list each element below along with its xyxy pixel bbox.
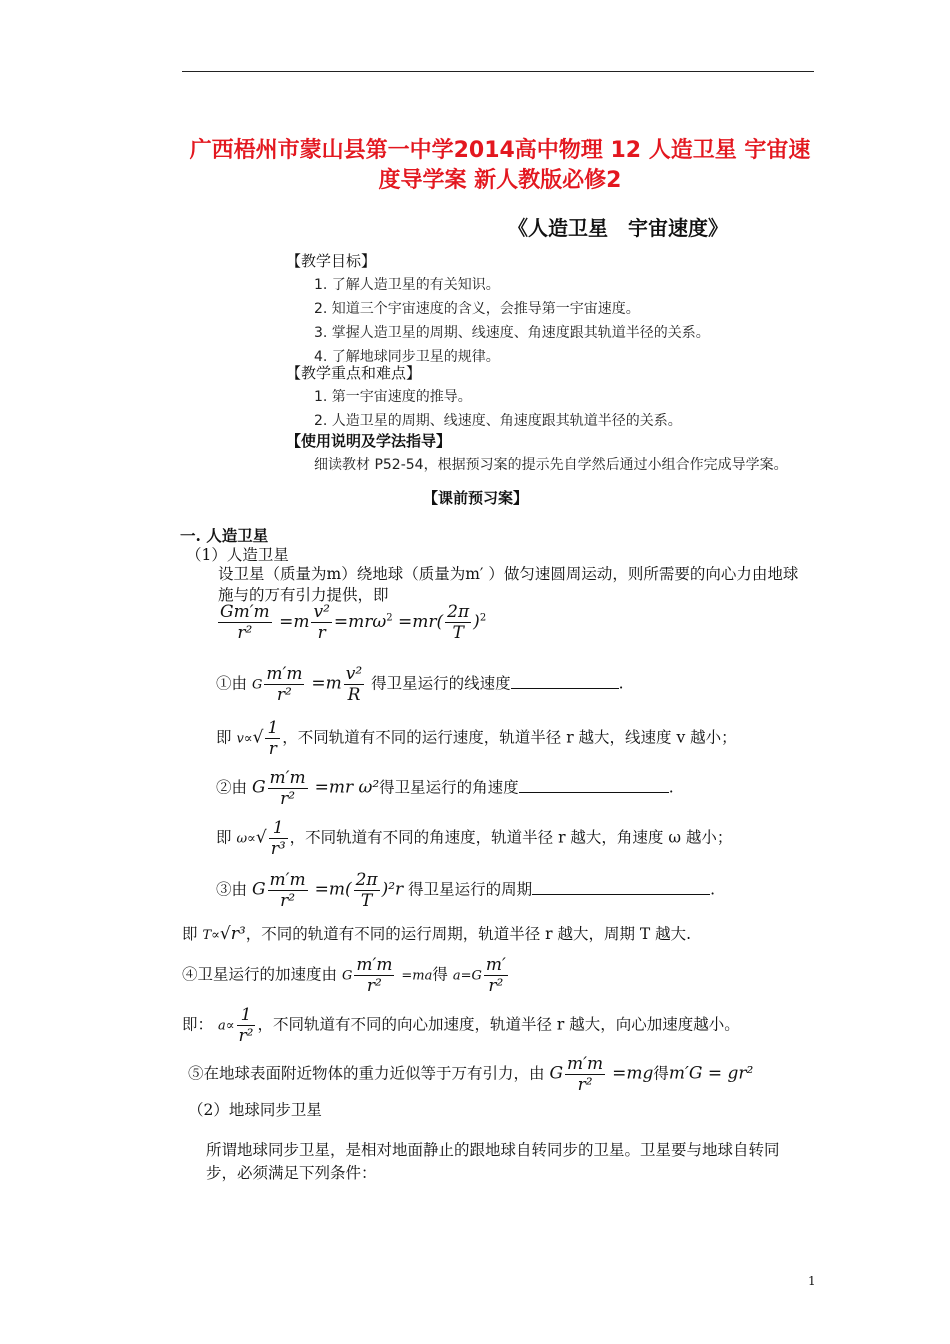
item4-note-line: 即： a∝ $\frac{1}{\text{r²}}$ ，不同轨道有不同的向心加速度，轨道半径 r 越大，向心加速度越小。 (182, 1005, 740, 1046)
item2-line: ②由 G $\frac{m'm}{\text{r²}}$ =mr ω²得卫星运行的角速度 . (216, 768, 674, 809)
document-title: 广西梧州市蒙山县第一中学2014高中物理 12 人造卫星 宇宙速度导学案 新人教版必修2 (189, 138, 811, 193)
item1-numerator: m′m (266, 664, 303, 684)
objectives-heading: 【教学目标】 (286, 252, 377, 270)
item1-suffix: 得卫星运行的线速度 (371, 674, 511, 693)
intro-line: 施与的万有引力提供，即 (218, 586, 389, 604)
item1-note-line: 即 v∝√ $\frac{1}{r}$ ，不同轨道有不同的运行速度，轨道半径 r 越大，线速度 v 越小； (216, 718, 737, 759)
main-lhs-numerator: Gm′m (220, 602, 270, 622)
item1-line: ①由 G $\frac{m'm}{\text{r²}}$ =m $\frac{\text{v²}}{R}$ 得卫星运行的线速度 . (216, 664, 624, 705)
item3-note-line: 即 T∝√r³，不同的轨道有不同的运行周期，轨道半径 r 越大，周期 T 越大. (182, 924, 692, 944)
item4-note-prefix: 即： (182, 1015, 214, 1034)
objective-item: 1. 了解人造卫星的有关知识。 (314, 277, 500, 293)
section1-title: 一. 人造卫星 (180, 526, 269, 545)
item4-note: ，不同轨道有不同的向心加速度，轨道半径 r 越大，向心加速度越小。 (257, 1015, 740, 1034)
item4-line: ④卫星运行的加速度由 G $\frac{m'm}{\text{r²}}$ =ma得 a=G $\frac{m'}{\text{r²}}$ (182, 955, 506, 996)
item3-note: ，不同的轨道有不同的运行周期，轨道半径 r 越大，周期 T 越大. (245, 925, 692, 943)
item4-mid: 得 (432, 965, 448, 984)
item3-note-prefix: 即 (182, 925, 198, 943)
page-number: 1 (808, 1274, 816, 1288)
item5-line: ⑤在地球表面附近物体的重力近似等于万有引力，由 G $\frac{m'm}{\text{r²}}$ =mg得m′G = gr² (188, 1054, 754, 1095)
objective-item: 2. 知道三个宇宙速度的含义，会推导第一宇宙速度。 (314, 301, 640, 317)
document-subtitle: 《人造卫星 宇宙速度》 (508, 216, 728, 240)
guide-text: 细读教材 P52-54，根据预习案的提示先自学然后通过小组合作完成导学案。 (314, 457, 788, 473)
item3-line: ③由 G $\frac{m'm}{\text{r²}}$ =m( $\frac{2\pi}{T}$ )²r 得卫星运行的周期 . (216, 870, 716, 911)
prop-w: ω∝ (236, 831, 256, 847)
item1-note-prefix: 即 (216, 728, 232, 747)
prop-T: T∝ (202, 928, 220, 943)
main-lhs-denominator: r² (237, 623, 253, 643)
prop-a: a∝ (217, 1018, 235, 1034)
keypoint-item: 2. 人造卫星的周期、线速度、角速度跟其轨道半径的关系。 (314, 413, 682, 429)
prop-v: v∝ (236, 731, 253, 747)
answer-blank-velocity[interactable] (511, 672, 619, 689)
keypoints-heading: 【教学重点和难点】 (286, 364, 422, 382)
item5-mid: 得 (653, 1064, 669, 1083)
item1-denominator: r² (276, 685, 292, 705)
objective-item: 3. 掌握人造卫星的周期、线速度、角速度跟其轨道半径的关系。 (314, 325, 710, 341)
sync-text-line: 所谓地球同步卫星，是相对地面静止的跟地球自转同步的卫星。卫星要与地球自转同 (206, 1141, 780, 1159)
sub2-title: （2）地球同步卫星 (188, 1101, 322, 1119)
item2-suffix: 得卫星运行的角速度 (379, 778, 519, 797)
item2-note-prefix: 即 (216, 828, 232, 847)
objective-item: 4. 了解地球同步卫星的规律。 (314, 349, 500, 365)
item3-suffix: 得卫星运行的周期 (408, 880, 533, 899)
header-rule (182, 71, 814, 72)
sub1-title: （1）人造卫星 (186, 546, 289, 564)
item2-note: ，不同轨道有不同的角速度，轨道半径 r 越大，角速度 ω 越小； (289, 828, 733, 847)
answer-blank-period[interactable] (532, 878, 710, 895)
intro-line: 设卫星（质量为m）绕地球（质量为m′ ）做匀速圆周运动，则所需要的向心力由地球 (218, 565, 799, 583)
preview-heading: 【课前预习案】 (423, 489, 529, 507)
item4-prefix: ④卫星运行的加速度由 (182, 965, 338, 984)
item1-note: ，不同轨道有不同的运行速度，轨道半径 r 越大，线速度 v 越小； (282, 728, 737, 747)
keypoint-item: 1. 第一宇宙速度的推导。 (314, 389, 472, 405)
item2-prefix: ②由 (216, 778, 248, 797)
item5-prefix: ⑤在地球表面附近物体的重力近似等于万有引力，由 (188, 1064, 545, 1083)
sync-text-line: 步，必须满足下列条件： (206, 1164, 377, 1182)
item2-note-line: 即 ω∝√ $\frac{1}{\text{r³}}$ ，不同轨道有不同的角速度，轨道半径 r 越大，角速度 ω 越小； (216, 818, 733, 859)
main-equation: $\frac{Gm'm}{\text{r²}}$ =m $\frac{\text{v²}}{r}$ =mrω$^2$ =mr( $\frac{2\pi}{T}$ )$^2$ (220, 602, 487, 643)
answer-blank-angular[interactable] (519, 776, 669, 793)
guide-heading: 【使用说明及学法指导】 (286, 432, 452, 450)
item3-prefix: ③由 (216, 880, 248, 899)
item1-prefix: ①由 (216, 674, 248, 693)
